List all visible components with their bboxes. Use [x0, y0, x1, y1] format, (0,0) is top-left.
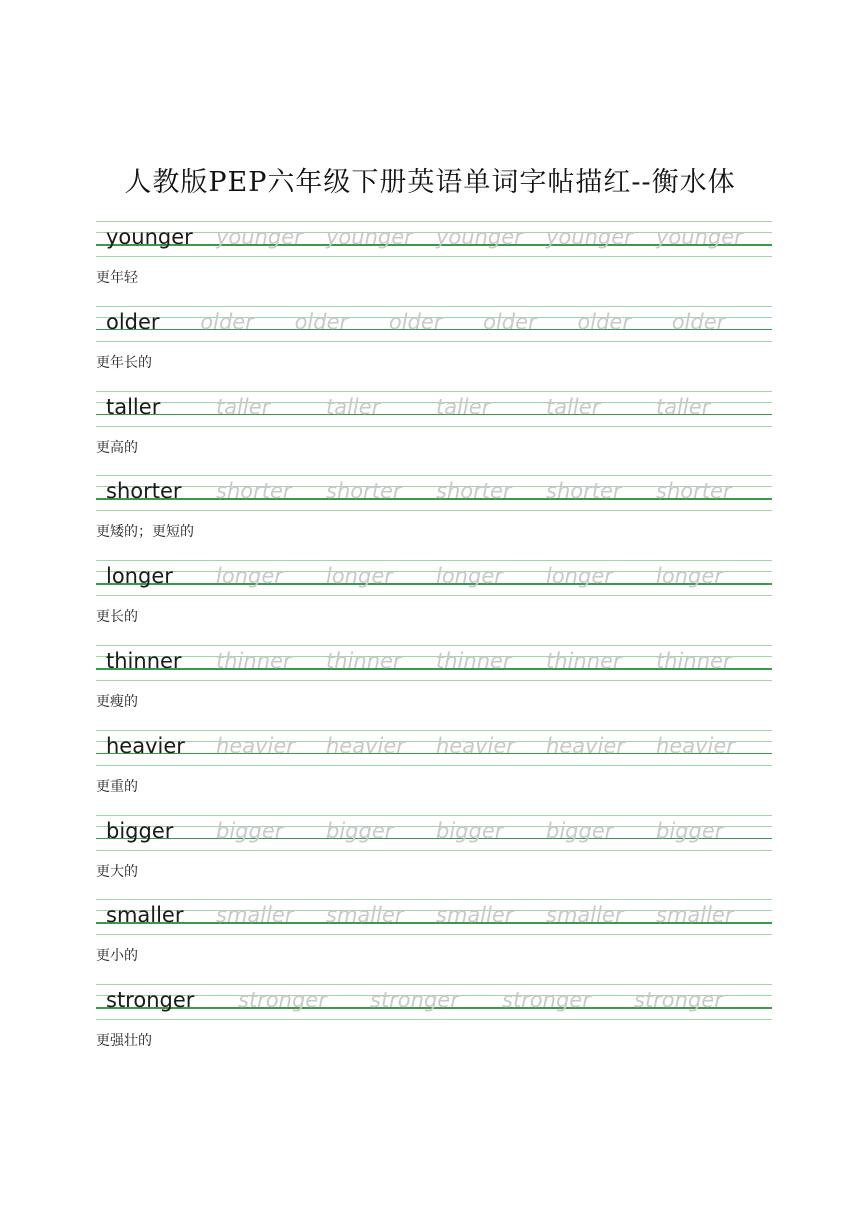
trace-word: taller — [436, 394, 491, 419]
trace-word: younger — [436, 225, 523, 249]
trace-word: smaller — [326, 903, 404, 928]
word-row — [106, 392, 766, 426]
trace-word: longer — [326, 564, 393, 589]
word-entry — [96, 645, 772, 725]
word-meaning: 更大的 — [96, 863, 138, 880]
trace-word: taller — [656, 394, 711, 419]
model-word: shorter — [106, 479, 182, 504]
guide-line — [96, 934, 772, 935]
trace-word: stronger — [634, 988, 723, 1013]
word-meaning: 更年长的 — [96, 354, 152, 371]
trace-word: older — [671, 309, 726, 334]
model-word: thinner — [106, 649, 182, 673]
trace-word: thinner — [216, 649, 292, 673]
trace-word: shorter — [656, 479, 732, 504]
trace-word: shorter — [326, 479, 402, 504]
model-word: longer — [106, 564, 173, 589]
trace-word: thinner — [436, 649, 512, 673]
trace-word: stronger — [370, 988, 459, 1013]
trace-word: longer — [436, 564, 503, 589]
trace-word: bigger — [326, 818, 394, 843]
word-meaning: 更矮的；更短的 — [96, 524, 194, 541]
guide-line — [96, 341, 772, 342]
model-word: taller — [106, 394, 161, 419]
word-entry — [96, 560, 772, 640]
word-row — [106, 222, 766, 256]
model-word: stronger — [106, 988, 195, 1013]
trace-word: older — [388, 309, 443, 334]
trace-word: bigger — [656, 818, 724, 843]
model-word: older — [106, 309, 160, 334]
trace-word: longer — [656, 564, 723, 589]
guide-line — [96, 595, 772, 596]
model-word: heavier — [106, 733, 185, 758]
trace-word: heavier — [216, 733, 295, 758]
trace-word: heavier — [436, 733, 515, 758]
guide-line — [96, 765, 772, 766]
word-row — [106, 731, 766, 765]
word-entry — [96, 306, 772, 386]
trace-word: longer — [546, 564, 613, 589]
word-row — [106, 985, 766, 1019]
trace-word: older — [294, 309, 349, 334]
trace-word: smaller — [546, 903, 624, 928]
word-meaning: 更瘦的 — [96, 694, 138, 710]
model-word: smaller — [106, 903, 184, 928]
word-entry — [96, 815, 772, 895]
trace-word: shorter — [436, 479, 512, 504]
trace-word: stronger — [238, 988, 327, 1013]
guide-line — [96, 510, 772, 511]
trace-word: shorter — [546, 479, 622, 504]
word-meaning: 更年轻 — [96, 270, 138, 286]
word-meaning: 更长的 — [96, 609, 138, 626]
trace-word: heavier — [656, 733, 735, 758]
trace-word: stronger — [502, 988, 591, 1013]
word-row — [106, 646, 766, 680]
word-row — [106, 561, 766, 595]
trace-word: thinner — [326, 649, 402, 673]
trace-word: younger — [216, 225, 303, 249]
trace-word: thinner — [546, 649, 622, 673]
word-row — [106, 900, 766, 934]
guide-line — [96, 256, 772, 257]
word-entry — [96, 730, 772, 810]
trace-word: taller — [216, 394, 271, 419]
word-meaning: 更小的 — [96, 948, 138, 965]
word-meaning: 更重的 — [96, 778, 138, 795]
word-entry — [96, 475, 772, 555]
word-meaning: 更强壮的 — [96, 1033, 152, 1050]
word-meaning: 更高的 — [96, 439, 138, 456]
trace-word: younger — [326, 225, 413, 249]
word-entry — [96, 391, 772, 471]
word-row — [106, 476, 766, 510]
trace-word: heavier — [326, 733, 405, 758]
model-word: younger — [106, 225, 193, 249]
trace-word: taller — [326, 394, 381, 419]
trace-word: heavier — [546, 733, 625, 758]
page-title: 人教版PEP六年级下册英语单词字帖描红--衡水体 — [124, 167, 736, 198]
guide-line — [96, 680, 772, 681]
model-word: bigger — [106, 818, 174, 843]
trace-word: taller — [546, 394, 601, 419]
word-row — [106, 816, 766, 850]
word-entry — [96, 899, 772, 979]
trace-word: younger — [546, 225, 633, 249]
trace-word: older — [577, 309, 631, 334]
guide-line — [96, 1019, 772, 1020]
word-entry — [96, 984, 772, 1064]
trace-word: smaller — [216, 903, 294, 928]
trace-word: shorter — [216, 479, 292, 504]
trace-word: bigger — [216, 818, 284, 843]
trace-word: smaller — [436, 903, 514, 928]
trace-word: older — [200, 309, 254, 334]
word-row — [106, 307, 766, 341]
trace-word: younger — [656, 225, 743, 249]
trace-word: thinner — [656, 649, 732, 673]
guide-line — [96, 426, 772, 427]
trace-word: older — [483, 309, 537, 334]
trace-word: longer — [216, 564, 283, 589]
trace-word: bigger — [436, 818, 504, 843]
guide-line — [96, 850, 772, 851]
word-entry — [96, 221, 772, 301]
trace-word: smaller — [656, 903, 734, 928]
trace-word: bigger — [546, 818, 614, 843]
